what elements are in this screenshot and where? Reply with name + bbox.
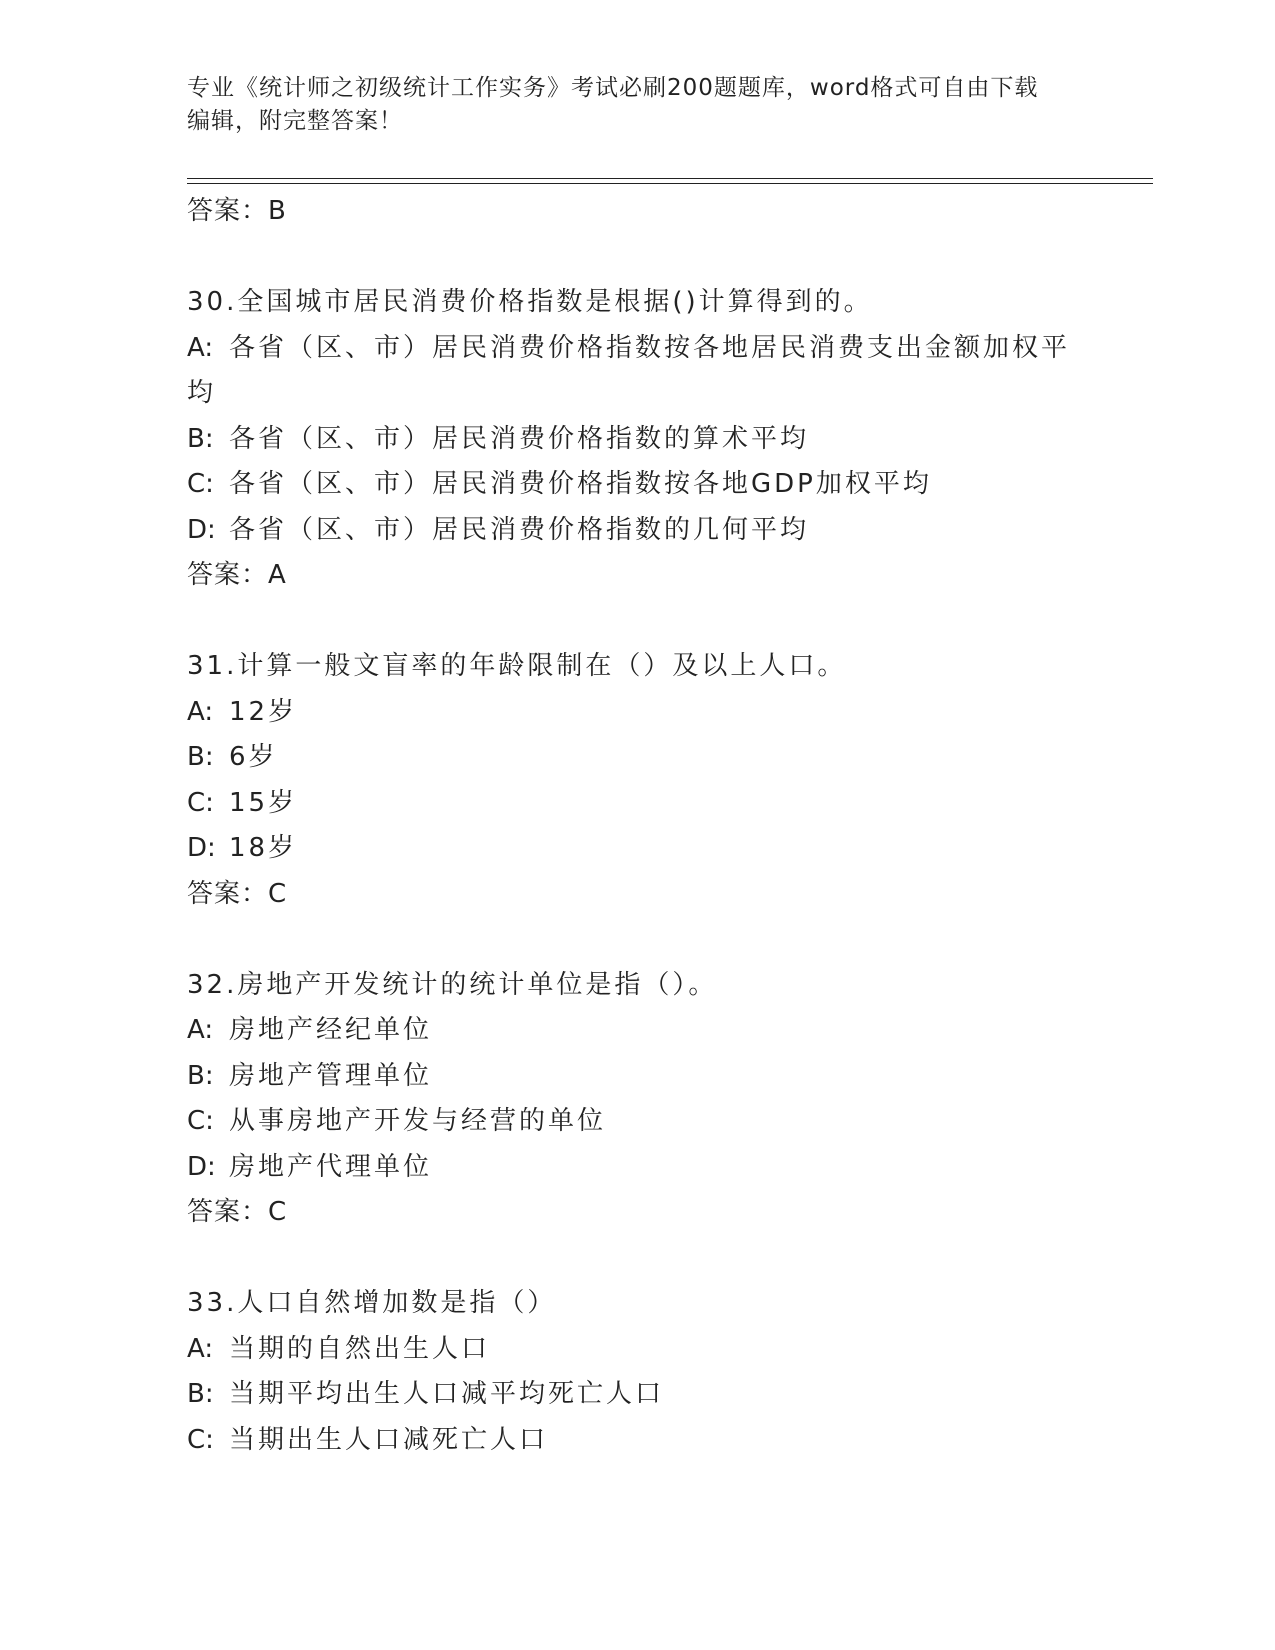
option-text: 18岁 bbox=[229, 833, 298, 863]
option-text: 各省（区、市）居民消费价格指数按各地居民消费支出金额加权平 bbox=[229, 332, 1071, 363]
option-text: 各省（区、市）居民消费价格指数按各地GDP加权平均 bbox=[229, 469, 932, 499]
question-32 bbox=[187, 963, 1087, 1236]
header-rule-top bbox=[187, 178, 1153, 179]
question-30 bbox=[187, 280, 1087, 599]
document-header bbox=[187, 72, 1087, 138]
question-stem: 33.人口自然增加数是指（） bbox=[187, 1288, 557, 1318]
option-letter: C: bbox=[187, 469, 214, 499]
header-rule-bottom bbox=[187, 183, 1153, 184]
option-b bbox=[187, 735, 1087, 781]
option-text: 当期平均出生人口减平均死亡人口 bbox=[229, 1379, 665, 1409]
option-text: 从事房地产开发与经营的单位 bbox=[229, 1106, 607, 1136]
question-33 bbox=[187, 1281, 1087, 1463]
option-a bbox=[187, 1008, 1087, 1054]
option-letter: A: bbox=[187, 332, 214, 363]
option-text: 各省（区、市）居民消费价格指数的算术平均 bbox=[229, 423, 810, 454]
option-letter: C: bbox=[187, 1424, 214, 1455]
option-letter: D: bbox=[187, 833, 216, 863]
option-letter: B: bbox=[187, 1379, 214, 1409]
option-c bbox=[187, 462, 1087, 508]
option-a-continued bbox=[187, 371, 1087, 417]
spacer bbox=[187, 235, 1087, 281]
option-letter: D: bbox=[187, 514, 216, 545]
option-c bbox=[187, 1418, 1087, 1464]
option-a bbox=[187, 1327, 1087, 1373]
option-text: 6岁 bbox=[229, 742, 278, 772]
option-d bbox=[187, 1145, 1087, 1191]
option-text: 15岁 bbox=[229, 787, 298, 818]
option-letter: C: bbox=[187, 1106, 214, 1136]
spacer bbox=[187, 599, 1087, 645]
option-letter: B: bbox=[187, 1060, 214, 1091]
option-letter: A: bbox=[187, 1015, 214, 1045]
option-text: 当期的自然出生人口 bbox=[229, 1333, 491, 1364]
option-text-continued: 均 bbox=[187, 378, 217, 408]
option-d bbox=[187, 508, 1087, 554]
question-list bbox=[187, 189, 1087, 1463]
option-letter: D: bbox=[187, 1151, 216, 1182]
question-stem: 30.全国城市居民消费价格指数是根据()计算得到的。 bbox=[187, 287, 873, 317]
option-c bbox=[187, 1099, 1087, 1145]
option-b bbox=[187, 1054, 1087, 1100]
header-line-2: 编辑，附完整答案！ bbox=[187, 108, 403, 134]
option-letter: B: bbox=[187, 423, 214, 454]
option-a bbox=[187, 326, 1087, 372]
option-d bbox=[187, 826, 1087, 872]
header-line-1: 专业《统计师之初级统计工作实务》考试必刷200题题库，word格式可自由下载 bbox=[187, 75, 1039, 101]
option-text: 当期出生人口减死亡人口 bbox=[229, 1424, 549, 1455]
option-letter: A: bbox=[187, 696, 214, 727]
option-text: 各省（区、市）居民消费价格指数的几何平均 bbox=[229, 514, 810, 545]
question-stem: 31.计算一般文盲率的年龄限制在（）及以上人口。 bbox=[187, 651, 847, 681]
question-stem: 32.房地产开发统计的统计单位是指（）。 bbox=[187, 969, 718, 1000]
option-b bbox=[187, 417, 1087, 463]
previous-answer: 答案：B bbox=[187, 196, 287, 226]
option-text: 房地产经纪单位 bbox=[229, 1015, 433, 1045]
answer: 答案：A bbox=[187, 560, 287, 590]
option-letter: A: bbox=[187, 1333, 214, 1364]
option-letter: C: bbox=[187, 787, 214, 818]
option-text: 房地产管理单位 bbox=[229, 1060, 433, 1091]
option-c bbox=[187, 781, 1087, 827]
question-31 bbox=[187, 644, 1087, 917]
option-text: 12岁 bbox=[229, 696, 298, 727]
answer: 答案：C bbox=[187, 878, 288, 909]
option-letter: B: bbox=[187, 742, 214, 772]
answer: 答案：C bbox=[187, 1197, 288, 1227]
spacer bbox=[187, 917, 1087, 963]
option-text: 房地产代理单位 bbox=[229, 1151, 433, 1182]
spacer bbox=[187, 1236, 1087, 1282]
option-b bbox=[187, 1372, 1087, 1418]
option-a bbox=[187, 690, 1087, 736]
